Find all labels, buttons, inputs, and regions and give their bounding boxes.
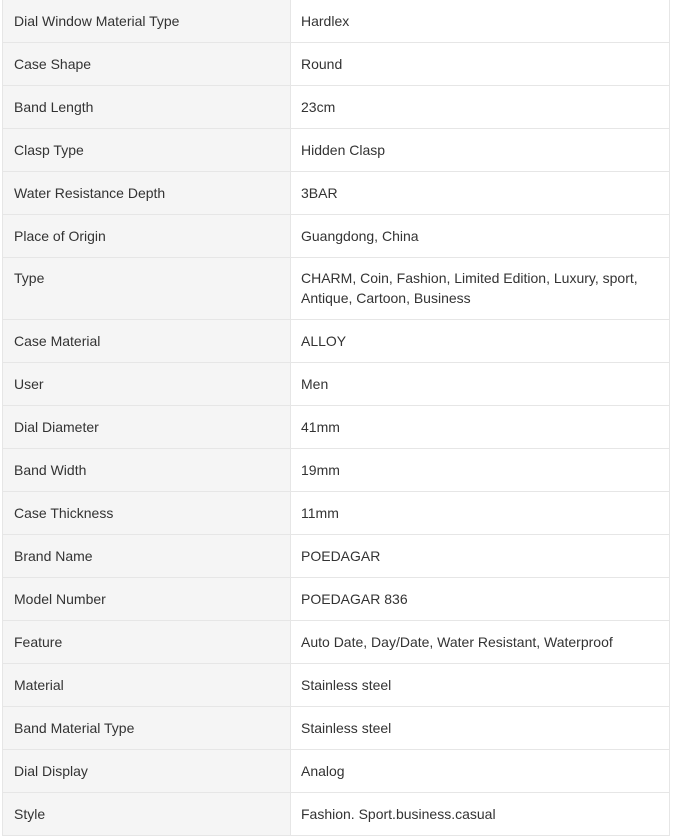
table-row — [3, 793, 670, 836]
spec-value-cell — [291, 406, 670, 449]
spec-key: Band Length — [14, 99, 94, 115]
spec-value: 23cm — [301, 99, 336, 115]
table-row — [3, 320, 670, 363]
table-row — [3, 129, 670, 172]
spec-value: Fashion. Sport.business.casual — [301, 806, 496, 822]
spec-value: Auto Date, Day/Date, Water Resistant, Waterproof — [301, 634, 613, 650]
spec-value: ALLOY — [301, 333, 347, 349]
spec-value-cell — [291, 86, 670, 129]
table-row — [3, 449, 670, 492]
table-row — [3, 363, 670, 406]
spec-key-cell — [3, 258, 291, 320]
spec-value: Stainless steel — [301, 720, 392, 736]
spec-value-cell — [291, 793, 670, 836]
spec-value-cell — [291, 320, 670, 363]
spec-value-cell — [291, 707, 670, 750]
spec-value: Stainless steel — [301, 677, 392, 693]
spec-key: Dial Display — [14, 763, 88, 779]
spec-value: Guangdong, China — [301, 228, 419, 244]
spec-value-cell — [291, 664, 670, 707]
spec-key: Clasp Type — [14, 142, 84, 158]
specifications-table — [2, 0, 670, 836]
table-row — [3, 707, 670, 750]
spec-key-cell — [3, 320, 291, 363]
table-row — [3, 664, 670, 707]
spec-key: Model Number — [14, 591, 106, 607]
spec-key-cell — [3, 750, 291, 793]
table-row — [3, 750, 670, 793]
spec-key: Style — [14, 806, 46, 822]
spec-value-cell — [291, 43, 670, 86]
spec-key: Band Width — [14, 462, 87, 478]
spec-key: Dial Window Material Type — [14, 13, 180, 29]
table-row — [3, 0, 670, 43]
table-row — [3, 215, 670, 258]
spec-key-cell — [3, 664, 291, 707]
spec-value-cell — [291, 578, 670, 621]
spec-key: Material — [14, 677, 64, 693]
spec-value: 41mm — [301, 419, 340, 435]
spec-key-cell — [3, 449, 291, 492]
spec-value-cell — [291, 449, 670, 492]
spec-key-cell — [3, 707, 291, 750]
spec-value: POEDAGAR 836 — [301, 591, 408, 607]
spec-value: POEDAGAR — [301, 548, 381, 564]
spec-key-cell — [3, 492, 291, 535]
table-row — [3, 492, 670, 535]
spec-key: Brand Name — [14, 548, 93, 564]
spec-value: Hidden Clasp — [301, 142, 386, 158]
spec-value: CHARM, Coin, Fashion, Limited Edition, Luxury, sport, Antique, Cartoon, Business — [301, 270, 638, 306]
spec-value-cell — [291, 621, 670, 664]
spec-value: Analog — [301, 763, 345, 779]
spec-value-cell — [291, 750, 670, 793]
spec-key-cell — [3, 215, 291, 258]
spec-value-cell — [291, 535, 670, 578]
spec-value: 3BAR — [301, 185, 338, 201]
spec-key: Case Material — [14, 333, 101, 349]
spec-key-cell — [3, 793, 291, 836]
spec-value-cell — [291, 258, 670, 320]
table-row — [3, 535, 670, 578]
spec-value-cell — [291, 0, 670, 43]
spec-value: Hardlex — [301, 13, 350, 29]
spec-value: Men — [301, 376, 329, 392]
spec-value-cell — [291, 363, 670, 406]
spec-key: Dial Diameter — [14, 419, 99, 435]
spec-key-cell — [3, 172, 291, 215]
table-row — [3, 86, 670, 129]
spec-key-cell — [3, 535, 291, 578]
spec-key-cell — [3, 43, 291, 86]
spec-key-cell — [3, 129, 291, 172]
spec-key: Feature — [14, 634, 63, 650]
spec-key: Case Shape — [14, 56, 92, 72]
spec-key-cell — [3, 363, 291, 406]
spec-value-cell — [291, 172, 670, 215]
spec-value: Round — [301, 56, 343, 72]
spec-value-cell — [291, 492, 670, 535]
table-row — [3, 43, 670, 86]
spec-value-cell — [291, 215, 670, 258]
spec-key: Type — [14, 270, 45, 286]
spec-key-cell — [3, 621, 291, 664]
spec-value: 19mm — [301, 462, 340, 478]
spec-key-cell — [3, 406, 291, 449]
spec-key-cell — [3, 86, 291, 129]
table-row — [3, 172, 670, 215]
spec-key: Place of Origin — [14, 228, 106, 244]
spec-key: Water Resistance Depth — [14, 185, 166, 201]
spec-key: Band Material Type — [14, 720, 135, 736]
spec-key-cell — [3, 578, 291, 621]
table-row — [3, 258, 670, 320]
table-row — [3, 406, 670, 449]
spec-value-cell — [291, 129, 670, 172]
table-row — [3, 578, 670, 621]
spec-value: 11mm — [301, 505, 339, 521]
spec-key-cell — [3, 0, 291, 43]
table-row — [3, 621, 670, 664]
spec-key: User — [14, 376, 44, 392]
spec-key: Case Thickness — [14, 505, 114, 521]
